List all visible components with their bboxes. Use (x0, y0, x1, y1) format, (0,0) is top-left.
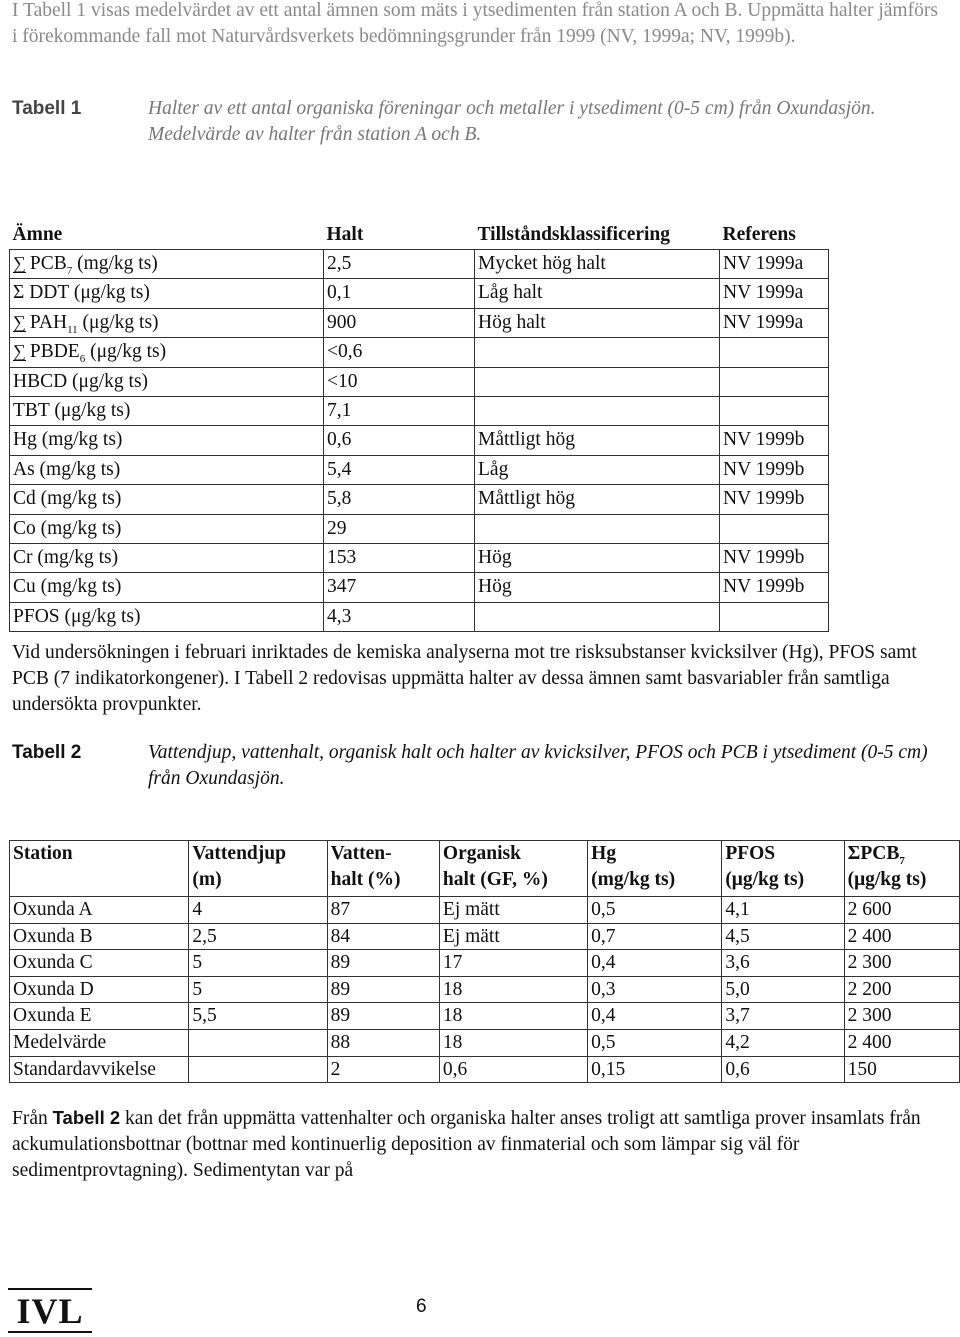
cell-substance (10, 543, 324, 572)
table-row (10, 338, 829, 367)
cell-halt: 0,6 (324, 426, 475, 455)
cell-ref: NV 1999b (720, 426, 829, 455)
header-line2: (mg/kg ts) (591, 869, 676, 890)
table2-header-cell (722, 841, 844, 897)
cell-halt: 347 (324, 573, 475, 602)
table-cell: 0,6 (722, 1056, 844, 1083)
header-line2: (μg/kg ts) (847, 869, 927, 890)
table-cell: 17 (439, 950, 587, 977)
table2-header-cell (189, 841, 327, 897)
substance-name: Cr (mg/kg ts) (13, 546, 119, 568)
header-line2: (μg/kg ts) (725, 869, 805, 890)
cell-klass (475, 338, 720, 367)
cell-halt: 5,8 (324, 485, 475, 514)
substance-subscript: 6 (79, 353, 86, 366)
substance-unit: (μg/kg ts) (85, 341, 167, 363)
cell-klass: Måttligt hög (475, 426, 720, 455)
substance-name: Hg (mg/kg ts) (13, 429, 123, 451)
header-subscript: 7 (899, 854, 905, 867)
table-row (10, 485, 829, 514)
header-line1: Vatten- (330, 843, 392, 864)
table-cell: 2 400 (844, 923, 959, 950)
table2-header-row (10, 841, 960, 897)
table-row (10, 1003, 960, 1030)
table2-body (10, 897, 960, 1083)
cell-ref (720, 396, 829, 425)
cell-substance (10, 455, 324, 484)
substance-subscript: 11 (67, 323, 78, 336)
cell-halt: 29 (324, 514, 475, 543)
table1-label: Tabell 1 (12, 98, 82, 119)
cell-klass (475, 514, 720, 543)
table-row (10, 1029, 960, 1056)
cell-ref: NV 1999b (720, 455, 829, 484)
cell-ref: NV 1999a (720, 250, 829, 279)
table-cell: 0,7 (588, 923, 722, 950)
table2-label: Tabell 2 (12, 742, 82, 763)
cell-substance (10, 308, 324, 337)
table-cell: Oxunda A (10, 897, 189, 924)
table-cell: 2 300 (844, 950, 959, 977)
table-row (10, 573, 829, 602)
cell-klass: Hög (475, 573, 720, 602)
cell-halt: 2,5 (324, 250, 475, 279)
cell-ref (720, 514, 829, 543)
table-cell: 18 (439, 1029, 587, 1056)
page-number: 6 (416, 1296, 427, 1317)
table-cell: 150 (844, 1056, 959, 1083)
cell-halt: 900 (324, 308, 475, 337)
cell-klass: Låg halt (475, 279, 720, 308)
cell-halt: 7,1 (324, 396, 475, 425)
table-cell: 0,3 (588, 976, 722, 1003)
header-line1: PFOS (725, 843, 776, 864)
table-cell: 0,5 (588, 897, 722, 924)
substance-unit: (mg/kg ts) (72, 253, 158, 274)
table-cell: 18 (439, 976, 587, 1003)
cell-klass (475, 602, 720, 631)
cell-ref: NV 1999a (720, 308, 829, 337)
table-cell: 84 (327, 923, 439, 950)
cell-substance (10, 602, 324, 631)
cell-substance (10, 573, 324, 602)
table-cell: Standardavvikelse (10, 1056, 189, 1083)
substance-name: As (mg/kg ts) (13, 458, 121, 480)
table-cell: 5 (189, 976, 327, 1003)
cell-ref: NV 1999b (720, 485, 829, 514)
logo-top-bar (8, 1288, 92, 1290)
cell-substance (10, 514, 324, 543)
substance-name: PFOS (μg/kg ts) (13, 605, 141, 627)
paragraph-conclusion (12, 1105, 942, 1184)
table-cell: Oxunda E (10, 1003, 189, 1030)
cell-klass (475, 367, 720, 396)
substance-name: HBCD (μg/kg ts) (13, 370, 149, 392)
cell-ref (720, 602, 829, 631)
table-cell: 2 400 (844, 1029, 959, 1056)
table2-header-cell (10, 841, 189, 897)
table-row (10, 950, 960, 977)
header-line1: ΣPCB (847, 843, 900, 864)
cell-halt: 0,1 (324, 279, 475, 308)
cell-halt: 4,3 (324, 602, 475, 631)
cell-halt: <0,6 (324, 338, 475, 367)
cell-ref: NV 1999b (720, 543, 829, 572)
cell-halt: 5,4 (324, 455, 475, 484)
table-row (10, 514, 829, 543)
header-line2: halt (%) (330, 869, 401, 890)
table2 (9, 840, 960, 1083)
table2-header-cell (439, 841, 587, 897)
cell-substance (10, 396, 324, 425)
cell-substance (10, 338, 324, 367)
table-cell: 5,5 (189, 1003, 327, 1030)
substance-name: PBDE (29, 341, 80, 363)
table-row (10, 367, 829, 396)
table-cell: 0,15 (588, 1056, 722, 1083)
table-cell: Oxunda B (10, 923, 189, 950)
table1-header-row (10, 218, 829, 250)
header-line1: Hg (591, 843, 617, 864)
cell-klass: Måttligt hög (475, 485, 720, 514)
substance-name: Cu (mg/kg ts) (13, 576, 122, 598)
substance-unit: (μg/kg ts) (77, 311, 159, 333)
cell-klass: Hög (475, 543, 720, 572)
cell-ref (720, 338, 829, 367)
table1-header-amne: Ämne (12, 224, 63, 245)
paragraph-analysis: Vid undersökningen i februari inriktades de kemiska analyserna mot tre risksubstanser kvicksilver (Hg), PFOS samt PCB (7 indikatorkongener). I Tabell 2 redovisas uppmätta halter av dessa ämnen samt basvariabler från samtliga undersökta provpunkter. (12, 642, 917, 715)
table-cell: 18 (439, 1003, 587, 1030)
table-cell: 4 (189, 897, 327, 924)
table-cell: 4,5 (722, 923, 844, 950)
table-cell: 5 (189, 950, 327, 977)
sum-icon: ∑ (13, 311, 26, 332)
cell-klass: Låg (475, 455, 720, 484)
cell-substance (10, 367, 324, 396)
table1-caption-text: Halter av ett antal organiska föreningar och metaller i ytsediment (0-5 cm) från Oxundasjön. Medelvärde av halter från station A och B. (148, 98, 876, 145)
para2-pre: Från (12, 1108, 53, 1129)
cell-klass: Hög halt (475, 308, 720, 337)
table-cell: 4,1 (722, 897, 844, 924)
table2-caption-text: Vattendjup, vattenhalt, organisk halt och halter av kvicksilver, PFOS och PCB i ytsediment (0-5 cm) från Oxundasjön. (148, 742, 928, 789)
header-line1: Station (13, 843, 73, 864)
table-cell: 87 (327, 897, 439, 924)
table2-header-cell (327, 841, 439, 897)
cell-klass (475, 396, 720, 425)
substance-name: Cd (mg/kg ts) (13, 488, 122, 510)
cell-substance (10, 250, 324, 279)
table-row (10, 1056, 960, 1083)
ivl-logo (8, 1288, 92, 1334)
header-line2: (m) (192, 869, 222, 890)
table-row (10, 923, 960, 950)
table-cell (189, 1056, 327, 1083)
table-cell: 0,4 (588, 950, 722, 977)
sum-icon: ∑ (13, 341, 26, 362)
table-cell (189, 1029, 327, 1056)
table-row (10, 396, 829, 425)
table-cell: 2 300 (844, 1003, 959, 1030)
intro-paragraph: I Tabell 1 visas medelvärdet av ett antal ämnen som mäts i ytsedimenten från station A och B. Uppmätta halter jämförs i förekommande fall mot Naturvårdsverkets bedömningsgrunder från 1999 (NV, 1999a; NV, 1999b). (12, 0, 938, 47)
table1 (9, 218, 829, 632)
table-cell: 4,2 (722, 1029, 844, 1056)
table-cell: 89 (327, 976, 439, 1003)
table-cell: 2 (327, 1056, 439, 1083)
para2-post: kan det från uppmätta vattenhalter och organiska halter anses troligt att samtliga prover insamlats från ackumulationsbottnar (bottnar med kontinuerlig deposition av finmaterial och som lämpar sig väl för sedimentprovtagning). Sedimentytan var på (12, 1108, 921, 1181)
table-cell: 0,6 (439, 1056, 587, 1083)
cell-substance (10, 485, 324, 514)
table-cell: Ej mätt (439, 897, 587, 924)
table-cell: Oxunda C (10, 950, 189, 977)
substance-name: TBT (μg/kg ts) (13, 399, 131, 421)
table-cell: 88 (327, 1029, 439, 1056)
logo-bottom-bar (8, 1331, 92, 1333)
table-row (10, 250, 829, 279)
substance-name: Co (mg/kg ts) (13, 517, 122, 539)
table-row (10, 602, 829, 631)
header-line1: Organisk (442, 843, 521, 864)
substance-name: Σ DDT (μg/kg ts) (13, 282, 150, 304)
cell-ref: NV 1999a (720, 279, 829, 308)
table-row (10, 897, 960, 924)
table-cell: 0,5 (588, 1029, 722, 1056)
table-cell: Oxunda D (10, 976, 189, 1003)
table-cell: 5,0 (722, 976, 844, 1003)
cell-substance (10, 426, 324, 455)
logo-text: IVL (16, 1291, 84, 1331)
table1-body (10, 250, 829, 632)
para2-bold-ref: Tabell 2 (52, 1107, 121, 1128)
table-cell: 2 200 (844, 976, 959, 1003)
cell-halt: 153 (324, 543, 475, 572)
table1-header-klass: Tillståndsklassificering (477, 224, 671, 245)
cell-ref: NV 1999b (720, 573, 829, 602)
substance-name: PCB (29, 253, 67, 274)
header-line1: Vattendjup (192, 843, 286, 864)
cell-ref (720, 367, 829, 396)
sum-icon: ∑ (13, 253, 26, 273)
table-cell: 2,5 (189, 923, 327, 950)
table1-header-ref: Referens (722, 224, 796, 245)
table-row (10, 455, 829, 484)
table-row (10, 279, 829, 308)
table2-header-cell (844, 841, 959, 897)
table-cell: 3,6 (722, 950, 844, 977)
table-row (10, 976, 960, 1003)
table-cell: Medelvärde (10, 1029, 189, 1056)
table-cell: 89 (327, 950, 439, 977)
table-row (10, 543, 829, 572)
table-row (10, 308, 829, 337)
table-cell: 0,4 (588, 1003, 722, 1030)
cell-klass: Mycket hög halt (475, 250, 720, 279)
table-cell: 2 600 (844, 897, 959, 924)
header-line2: halt (GF, %) (442, 869, 548, 890)
table-row (10, 426, 829, 455)
cell-halt: <10 (324, 367, 475, 396)
table-cell: Ej mätt (439, 923, 587, 950)
substance-name: PAH (29, 311, 68, 333)
cell-substance (10, 279, 324, 308)
table1-header-halt: Halt (326, 224, 364, 245)
substance-subscript: 7 (66, 264, 73, 277)
table2-header-cell (588, 841, 722, 897)
table-cell: 3,7 (722, 1003, 844, 1030)
table-cell: 89 (327, 1003, 439, 1030)
